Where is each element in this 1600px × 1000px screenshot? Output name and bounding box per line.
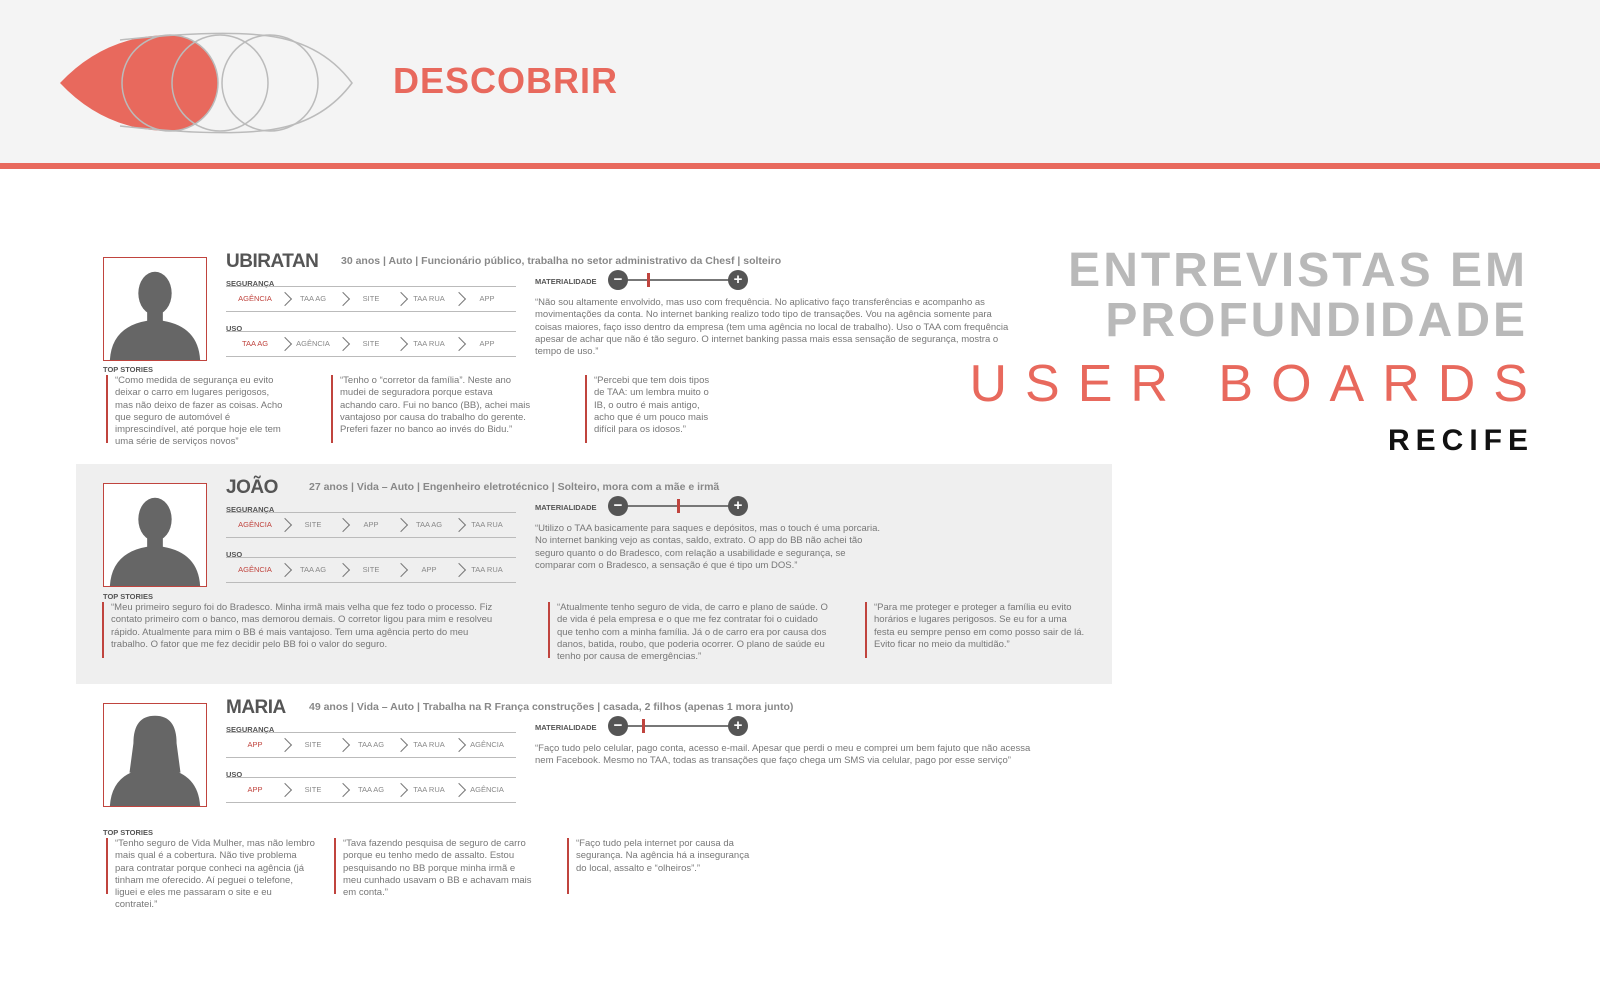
story: “Faço tudo pela internet por causa da segurança. Na agência há a insegurança do local, assalto e “olheiros”.” <box>567 838 762 894</box>
journey-step: AGÊNCIA <box>238 294 272 303</box>
materialidade-slider <box>608 495 748 517</box>
journey-step: TAA RUA <box>413 740 445 749</box>
seguranca-journey <box>226 286 516 312</box>
user-name: UBIRATAN <box>226 251 319 272</box>
materialidade-slider <box>608 269 748 291</box>
uso-label: USO <box>226 770 243 779</box>
journey-step: TAA RUA <box>413 785 445 794</box>
journey-step: TAA RUA <box>413 294 445 303</box>
user-name: JOÃO <box>226 477 278 498</box>
main-quote: “Utilizo o TAA basicamente para saques e depósitos, mas o touch é uma porcaria. No internet banking vejo as contas, saldo, extrato. O app do BB não achei tão seguro quanto o do Bradesco, com relação a usabilidade e segurança, se comparar com o Bradesco, a sensação é que é tipo um DOS.” <box>535 523 880 571</box>
double-diamond-logo <box>60 30 360 140</box>
materialidade-label: MATERIALIDADE <box>535 723 597 732</box>
seguranca-label: SEGURANÇA <box>226 505 275 514</box>
minus-icon: − <box>608 496 628 516</box>
user-board-joao <box>76 464 1112 684</box>
plus-icon: + <box>728 496 748 516</box>
seguranca-journey <box>226 512 516 538</box>
story: “Como medida de segurança eu evito deixar o carro em lugares perigosos, mas não deixo de fazer as coisas. Acho que seguro de automóvel é imprescindível, até porque hoje ele tem uma série de serviços novos” <box>106 375 286 443</box>
story: “Tenho seguro de Vida Mulher, mas não lembro mais qual é a cobertura. Não tive problema para contratar porque conheci na agência (já tinham me oferecido. Aí peguei o telefone, liguei e eles me passaram o site e eu contratei.” <box>106 838 316 894</box>
story: “Para me proteger e proteger a família eu evito horários e lugares perigosos. Se eu for a uma festa eu sempre penso em como posso sair de lá. Evito ficar no meio da multidão.” <box>865 602 1085 658</box>
uso-label: USO <box>226 324 243 333</box>
person-female-icon <box>104 704 206 806</box>
journey-step: SITE <box>362 565 380 574</box>
journey-step: TAA AG <box>357 785 385 794</box>
story: “Atualmente tenho seguro de vida, de carro e plano de saúde. O de vida é pela empresa e o que me fez contratar foi o cuidado que tenho com a minha família. Já o de carro era por causa dos danos, batida, roubo, que poderia ocorrer. O plano de saúde eu tenho por causa de emergências.” <box>548 602 828 658</box>
main-quote: “Faço tudo pelo celular, pago conta, acesso e-mail. Apesar que perdi o meu e comprei um bem fajuto que não acessa nem Facebook. Mesmo no TAA, todas as transações que faço chega um SMS via celular, pago por esse serviço” <box>535 743 1031 767</box>
materialidade-slider <box>608 715 748 737</box>
journey-step: SITE <box>362 339 380 348</box>
journey-step: AGÊNCIA <box>470 740 504 749</box>
journey-step: APP <box>247 740 263 749</box>
title-line-2: PROFUNDIDADE <box>1105 294 1528 347</box>
seguranca-label: SEGURANÇA <box>226 279 275 288</box>
journey-step: APP <box>479 339 495 348</box>
journey-step: TAA RUA <box>413 339 445 348</box>
plus-icon: + <box>728 716 748 736</box>
person-icon <box>104 258 206 360</box>
phase-title: DESCOBRIR <box>393 60 619 101</box>
title-line-3: USER BOARDS <box>969 355 1546 413</box>
materialidade-marker <box>642 719 645 733</box>
journey-step: APP <box>363 520 379 529</box>
avatar-male <box>103 257 207 361</box>
story: “Tenho o “corretor da família”. Neste ano mudei de seguradora porque estava achando caro. Fui no banco (BB), achei mais vantajoso por causa do trabalho do gerente. Preferi fazer no banco ao invés do Bidu.” <box>331 375 531 443</box>
top-stories-label: TOP STORIES <box>103 828 154 837</box>
materialidade-marker <box>647 273 650 287</box>
story: “Meu primeiro seguro foi do Bradesco. Minha irmã mais velha que fez todo o processo. Fiz contato primeiro com o banco, mas demorou demais. O corretor ligou para mim e resolveu rápido. Atualmente para mim o BB é mais vantajoso. Tem uma agência perto do meu trabalho. O fator que me fez decidir pelo BB foi o valor do seguro. <box>102 602 507 658</box>
journey-step: APP <box>479 294 495 303</box>
header-rule <box>0 163 1600 169</box>
journey-step: SITE <box>362 294 380 303</box>
seguranca-label: SEGURANÇA <box>226 725 275 734</box>
avatar-female <box>103 703 207 807</box>
main-quote: “Não sou altamente envolvido, mas uso com frequência. No aplicativo faço transferências e acompanho as movimentações da conta. No internet banking realizo todo tipo de transações. Vou na agência somente para coisas maiores, faço isso dentro da empresa (tem uma agência no local de trabalho). Uso o TAA com frequência apesar de achar que não é tão seguro. O internet banking passa mais essa sensação de segurança, mostra o tempo de uso.” <box>535 297 1009 358</box>
journey-step: AGÊNCIA <box>470 785 504 794</box>
journey-step: TAA AG <box>241 339 269 348</box>
avatar-male <box>103 483 207 587</box>
materialidade-marker <box>677 499 680 513</box>
materialidade-label: MATERIALIDADE <box>535 277 597 286</box>
journey-step: AGÊNCIA <box>238 520 272 529</box>
title-line-4: RECIFE <box>1387 424 1534 457</box>
journey-step: APP <box>421 565 437 574</box>
journey-step: TAA RUA <box>471 520 503 529</box>
journey-step: TAA AG <box>299 294 327 303</box>
user-meta: 49 anos | Vida – Auto | Trabalha na R França construções | casada, 2 filhos (apenas 1 mora junto) <box>309 701 794 713</box>
materialidade-label: MATERIALIDADE <box>535 503 597 512</box>
plus-icon: + <box>728 270 748 290</box>
user-name: MARIA <box>226 697 286 718</box>
user-meta: 27 anos | Vida – Auto | Engenheiro eletrotécnico | Solteiro, mora com a mãe e irmã <box>309 481 720 493</box>
journey-step: TAA AG <box>415 520 443 529</box>
journey-step: AGÊNCIA <box>238 565 272 574</box>
uso-journey <box>226 331 516 357</box>
uso-journey <box>226 777 516 803</box>
journey-step: TAA AG <box>357 740 385 749</box>
minus-icon: − <box>608 716 628 736</box>
journey-step: APP <box>247 785 263 794</box>
journey-step: SITE <box>304 740 322 749</box>
story: “Tava fazendo pesquisa de seguro de carro porque eu tenho medo de assalto. Estou pesquisando no BB porque minha irmã e meu cunhado usavam o BB e achavam mais em conta.” <box>334 838 534 894</box>
uso-journey <box>226 557 516 583</box>
journey-step: TAA AG <box>299 565 327 574</box>
user-meta: 30 anos | Auto | Funcionário público, trabalha no setor administrativo da Chesf | solteiro <box>341 255 782 267</box>
seguranca-journey <box>226 732 516 758</box>
user-board-ubiratan <box>76 251 1112 474</box>
top-stories-label: TOP STORIES <box>103 365 154 374</box>
uso-label: USO <box>226 550 243 559</box>
journey-step: AGÊNCIA <box>296 339 330 348</box>
story: “Percebi que tem dois tipos de TAA: um lembra muito o IB, o outro é mais antigo, acho que é um pouco mais difícil para os idosos.” <box>585 375 715 443</box>
journey-step: SITE <box>304 520 322 529</box>
title-line-1: ENTREVISTAS EM <box>1068 244 1528 297</box>
journey-step: TAA RUA <box>471 565 503 574</box>
person-icon <box>104 484 206 586</box>
minus-icon: − <box>608 270 628 290</box>
journey-step: SITE <box>304 785 322 794</box>
user-board-maria <box>76 697 1112 920</box>
top-stories-label: TOP STORIES <box>103 592 154 601</box>
